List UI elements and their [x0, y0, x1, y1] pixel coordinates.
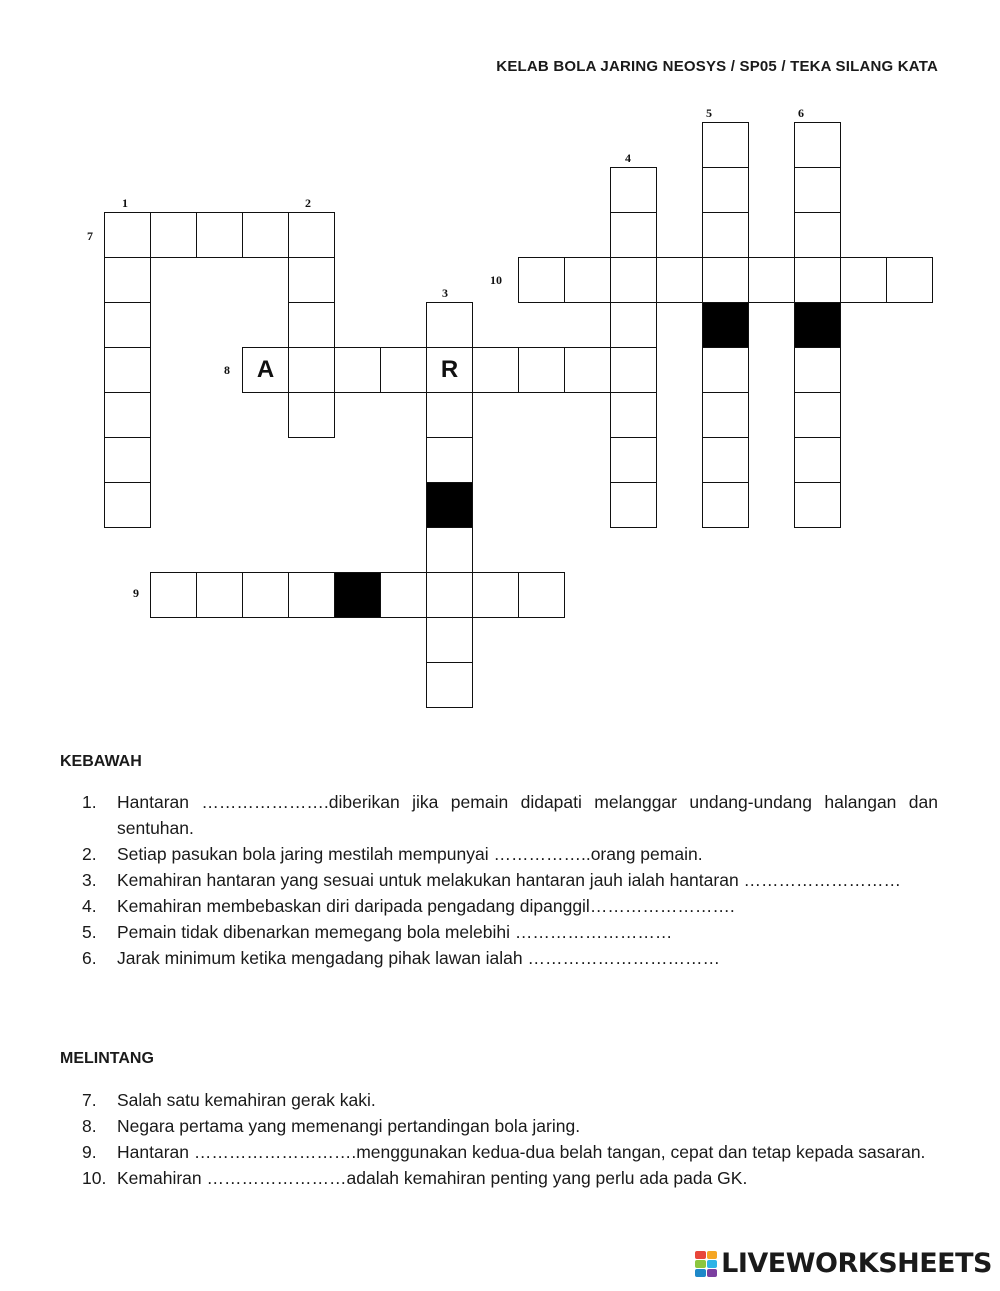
crossword-cell[interactable]: [610, 257, 657, 303]
clue-number: 6.: [82, 948, 97, 968]
clue-number: 3.: [82, 870, 97, 890]
crossword-cell[interactable]: [702, 437, 749, 483]
logo-square: [707, 1251, 718, 1259]
clue-text: Salah satu kemahiran gerak kaki.: [117, 1090, 376, 1110]
crossword-cell[interactable]: [610, 482, 657, 528]
down-clue-item: [82, 789, 938, 841]
crossword-cell[interactable]: [794, 257, 841, 303]
clue-number: 2.: [82, 844, 97, 864]
crossword-cell[interactable]: [564, 347, 611, 393]
crossword-cell[interactable]: [334, 347, 381, 393]
crossword-cell[interactable]: [794, 167, 841, 213]
crossword-cell[interactable]: [426, 302, 473, 348]
clue-number: 7.: [82, 1090, 97, 1110]
blocked-cell: [702, 302, 749, 348]
down-heading: KEBAWAH: [60, 753, 142, 770]
crossword-cell[interactable]: R: [426, 347, 473, 393]
crossword-cell[interactable]: [104, 302, 151, 348]
clue-text: Kemahiran ……………………adalah kemahiran penting yang perlu ada pada GK.: [117, 1168, 748, 1188]
logo-text: LIVEWORKSHEETS: [721, 1248, 992, 1279]
crossword-cell[interactable]: [288, 302, 335, 348]
crossword-cell[interactable]: [288, 212, 335, 258]
clue-text: Negara pertama yang memenangi pertandingan bola jaring.: [117, 1116, 581, 1136]
crossword-cell[interactable]: [702, 257, 749, 303]
clue-number-label: 1: [122, 196, 128, 210]
logo-square: [707, 1269, 718, 1277]
clue-number: 8.: [82, 1116, 97, 1136]
clue-number-label: 4: [625, 151, 631, 165]
logo-mark-icon: [695, 1251, 717, 1277]
crossword-cell[interactable]: [610, 212, 657, 258]
crossword-cell[interactable]: [288, 572, 335, 618]
crossword-cell[interactable]: [610, 167, 657, 213]
clue-number: 4.: [82, 896, 97, 916]
crossword-cell[interactable]: [380, 572, 427, 618]
clue-text: Setiap pasukan bola jaring mestilah mempunyai ……………..orang pemain.: [117, 844, 703, 864]
clue-text: Kemahiran membebaskan diri daripada pengadang dipanggil…………………….: [117, 896, 735, 916]
crossword-cell[interactable]: [426, 572, 473, 618]
clue-text: Hantaran ……………………….menggunakan kedua-dua belah tangan, cepat dan tetap kepada sasaran.: [117, 1142, 926, 1162]
clue-text: Jarak minimum ketika mengadang pihak lawan ialah ……………………………: [117, 948, 720, 968]
clue-number-label: 9: [133, 586, 139, 600]
blocked-cell: [426, 482, 473, 528]
crossword-cell[interactable]: [196, 212, 243, 258]
crossword-cell[interactable]: [518, 347, 565, 393]
clue-number: 9.: [82, 1142, 97, 1162]
clue-text: Kemahiran hantaran yang sesuai untuk melakukan hantaran jauh ialah hantaran ………………………: [117, 870, 902, 890]
clue-text: Hantaran ………………….diberikan jika pemain didapati melanggar undang-undang halangan dan sentuhan.: [117, 792, 938, 838]
crossword-cell[interactable]: [702, 122, 749, 168]
down-clue-item: [82, 867, 938, 893]
crossword-cell[interactable]: [426, 527, 473, 573]
crossword-cell[interactable]: [518, 257, 565, 303]
across-clue-item: [82, 1165, 938, 1191]
crossword-cell[interactable]: [104, 482, 151, 528]
crossword-cell[interactable]: [656, 257, 703, 303]
clue-number-label: 10: [490, 273, 502, 287]
logo-square: [695, 1260, 706, 1268]
crossword-cell[interactable]: [702, 167, 749, 213]
crossword-cell[interactable]: [702, 482, 749, 528]
crossword-cell[interactable]: [794, 392, 841, 438]
logo-square: [695, 1269, 706, 1277]
crossword-cell[interactable]: [150, 212, 197, 258]
crossword-cell[interactable]: [104, 437, 151, 483]
across-clue-item: [82, 1139, 938, 1165]
clue-number-label: 3: [442, 286, 448, 300]
down-clue-item: [82, 945, 938, 971]
worksheet-title: KELAB BOLA JARING NEOSYS / SP05 / TEKA SILANG KATA: [496, 58, 938, 75]
crossword-cell[interactable]: [702, 347, 749, 393]
across-heading: MELINTANG: [60, 1050, 154, 1067]
crossword-cell[interactable]: [150, 572, 197, 618]
crossword-cell[interactable]: [886, 257, 933, 303]
crossword-cell[interactable]: [610, 392, 657, 438]
crossword-cell[interactable]: [702, 392, 749, 438]
crossword-cell[interactable]: [610, 437, 657, 483]
crossword-cell[interactable]: [242, 212, 289, 258]
crossword-cell[interactable]: [610, 302, 657, 348]
crossword-cell[interactable]: [518, 572, 565, 618]
crossword-cell[interactable]: [426, 392, 473, 438]
crossword-cell[interactable]: [840, 257, 887, 303]
crossword-cell[interactable]: [104, 392, 151, 438]
down-clue-item: [82, 841, 938, 867]
across-clue-item: [82, 1087, 938, 1113]
crossword-cell[interactable]: [104, 212, 151, 258]
crossword-cell[interactable]: [702, 212, 749, 258]
clue-number-label: 5: [706, 106, 712, 120]
crossword-cell[interactable]: [426, 662, 473, 708]
clue-number-label: 6: [798, 106, 804, 120]
logo-square: [707, 1260, 718, 1268]
crossword-cell[interactable]: [472, 347, 519, 393]
crossword-cell[interactable]: [288, 347, 335, 393]
down-clue-item: [82, 919, 938, 945]
crossword-cell[interactable]: [794, 347, 841, 393]
crossword-cell[interactable]: [288, 257, 335, 303]
clue-number-label: 8: [224, 363, 230, 377]
crossword-cell[interactable]: [242, 572, 289, 618]
crossword-cell[interactable]: [288, 392, 335, 438]
crossword-cell[interactable]: [564, 257, 611, 303]
crossword-cell[interactable]: [380, 347, 427, 393]
crossword-cell[interactable]: [794, 212, 841, 258]
crossword-cell[interactable]: [472, 572, 519, 618]
crossword-cell[interactable]: [794, 482, 841, 528]
crossword-cell[interactable]: [104, 347, 151, 393]
crossword-cell[interactable]: [196, 572, 243, 618]
blocked-cell: [794, 302, 841, 348]
crossword-cell[interactable]: [426, 437, 473, 483]
clue-number: 1.: [82, 792, 97, 812]
clue-number-label: 7: [87, 229, 93, 243]
crossword-cell[interactable]: [794, 437, 841, 483]
clue-number-label: 2: [305, 196, 311, 210]
blocked-cell: [334, 572, 381, 618]
logo-square: [695, 1251, 706, 1259]
clue-number: 10.: [82, 1168, 107, 1188]
clue-text: Pemain tidak dibenarkan memegang bola melebihi ………………………: [117, 922, 673, 942]
crossword-cell[interactable]: [104, 257, 151, 303]
down-clue-item: [82, 893, 938, 919]
crossword-cell[interactable]: [426, 617, 473, 663]
down-clue-list: [82, 789, 938, 971]
crossword-cell[interactable]: [748, 257, 795, 303]
clue-number: 5.: [82, 922, 97, 942]
crossword-cell[interactable]: A: [242, 347, 289, 393]
across-clue-item: [82, 1113, 938, 1139]
crossword-cell[interactable]: [794, 122, 841, 168]
crossword-cell[interactable]: [610, 347, 657, 393]
across-clue-list: [82, 1087, 938, 1191]
liveworksheets-logo: [695, 1248, 992, 1279]
